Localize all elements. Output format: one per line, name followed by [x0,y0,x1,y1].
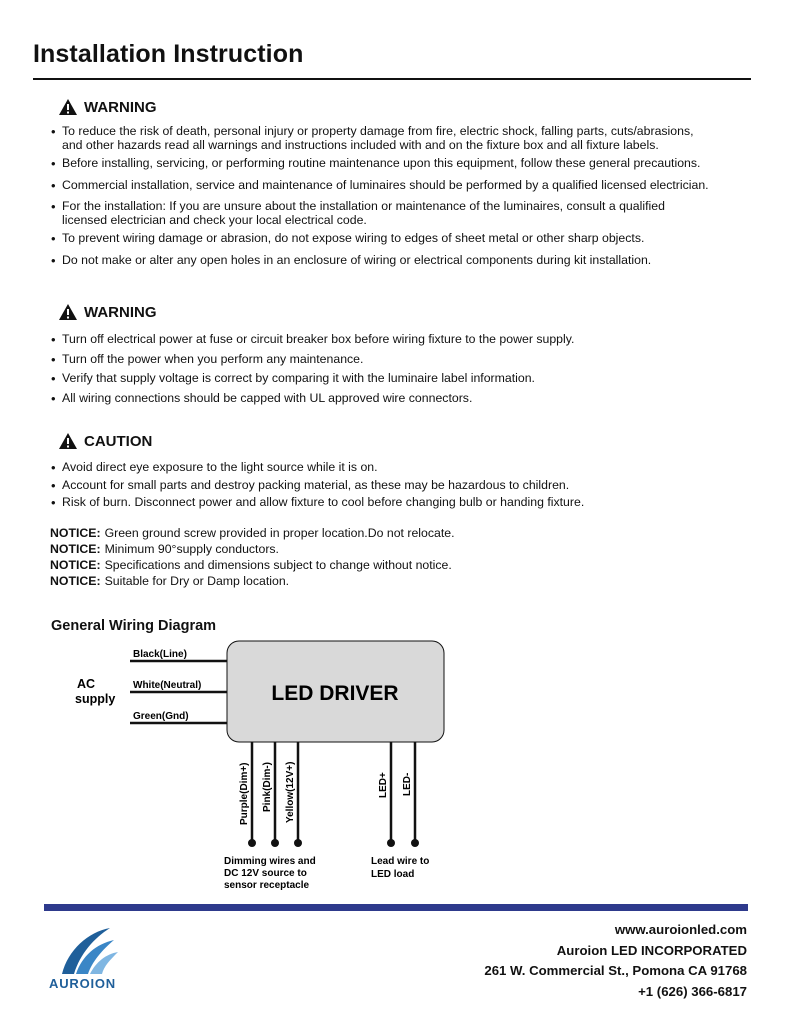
dimming-caption: sensor receptacle [224,880,310,891]
footer-divider-bar [44,904,748,911]
list-item: • Avoid direct eye exposure to the light source while it is on. [50,461,760,475]
notice-line: NOTICE: Minimum 90°supply conductors. [50,542,279,556]
section-heading: CAUTION [84,432,153,450]
title-divider [33,78,751,80]
company-name: Auroion LED INCORPORATED [556,942,747,958]
contact-block [484,920,747,1002]
wire-label: LED- [402,772,413,796]
wire-end [387,839,395,847]
wiring-diagram [60,640,480,895]
list-item: • Risk of burn. Disconnect power and allow fixture to cool before changing bulb or handing fixture. [50,496,760,510]
wire-label: Purple(Dim+) [239,762,250,825]
wire-end [411,839,419,847]
page-title: Installation Instruction [33,40,304,68]
wire-label: Green(Gnd) [133,711,189,722]
led-driver-label: LED DRIVER [271,682,399,705]
notice-line: NOTICE: Suitable for Dry or Damp location. [50,574,290,588]
ac-label: AC [77,677,96,691]
list-item: • For the installation: If you are unsure about the installation or maintenance of the luminaires, consult a qualified licensed electrician and check your local electrical code. [50,200,760,227]
section-heading: WARNING [84,98,157,116]
notice-line: NOTICE: Green ground screw provided in proper location.Do not relocate. [50,526,455,540]
list-item: • Turn off the power when you perform any maintenance. [50,353,760,367]
warning-triangle-icon [58,303,78,321]
led-caption: Lead wire to [371,856,430,867]
led-caption: LED load [371,869,415,880]
dimming-caption: DC 12V source to [224,868,307,879]
wire-label: Black(Line) [133,649,187,660]
list-item: • Commercial installation, service and maintenance of luminaires should be performed by a qualified licensed electrician. [50,179,760,193]
dimming-caption: Dimming wires and [224,856,316,867]
warning-triangle-icon [58,432,78,450]
notice-line: NOTICE: Specifications and dimensions subject to change without notice. [50,558,452,572]
wire-label: LED+ [378,772,389,798]
warning-section-2 [50,301,760,405]
wire-label: Yellow(12V+) [285,761,296,823]
wire-label: White(Neutral) [133,680,202,691]
list-item: • To reduce the risk of death, personal injury or property damage from fire, electric shock, falling parts, cuts/abrasions, and other hazards read all warnings and instructions included with and on the fixture box and all fixture labels. [50,125,760,152]
wiring-diagram-title: General Wiring Diagram [51,618,217,634]
wire-end [248,839,256,847]
company-phone: +1 (626) 366-6817 [638,983,747,999]
company-address: 261 W. Commercial St., Pomona CA 91768 [484,963,747,978]
list-item: • Do not make or alter any open holes in an enclosure of wiring or electrical components during kit installation. [50,254,760,268]
list-item: • Turn off electrical power at fuse or circuit breaker box before wiring fixture to the power supply. [50,333,760,347]
wire-end [294,839,302,847]
list-item: • All wiring connections should be capped with UL approved wire connectors. [50,392,760,406]
logo-wordmark: AUROION [49,976,116,991]
supply-label: supply [75,692,116,706]
list-item: • Before installing, servicing, or performing routine maintenance upon this equipment, follow these general precautions. [50,157,760,171]
list-item: • Account for small parts and destroy packing material, as these may be hazardous to children. [50,479,760,493]
section-heading: WARNING [84,303,157,321]
website-link[interactable]: www.auroionled.com [614,922,747,937]
list-item: • Verify that supply voltage is correct by comparing it with the luminaire label information. [50,372,760,386]
caution-section [50,430,760,510]
warning-section-1 [50,96,760,267]
wire-label: Pink(Dim-) [262,762,273,812]
notice-list [50,525,455,589]
wire-end [271,839,279,847]
list-item: • To prevent wiring damage or abrasion, do not expose wiring to edges of sheet metal or other sharp objects. [50,232,760,246]
warning-triangle-icon [58,98,78,116]
